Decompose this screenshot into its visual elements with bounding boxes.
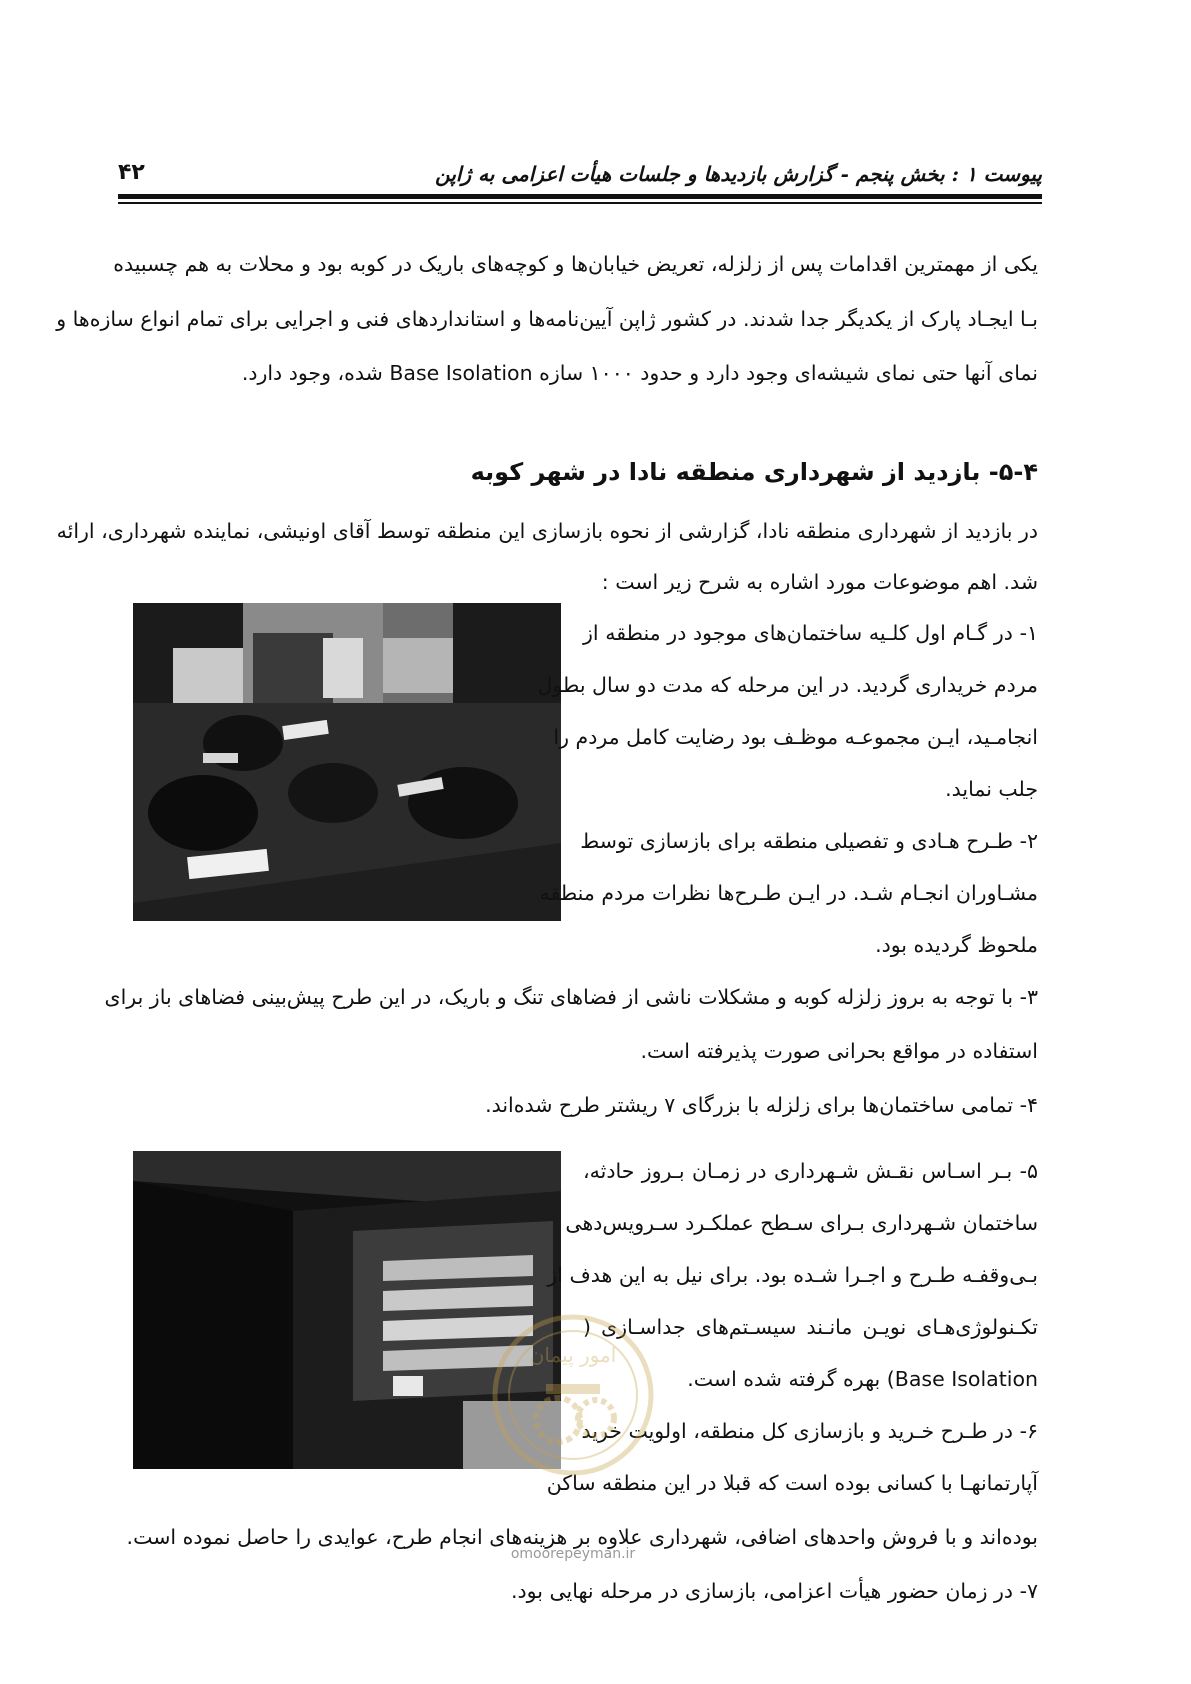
header-title: پیوست ۱ : بخش پنجم - گزارش بازدیدها و جلسات هیأت اعزامی به ژاپن [435, 162, 1042, 186]
watermark-text: امور پیمان [529, 1343, 617, 1367]
intro-line-3: نمای آنها حتی نمای شیشه‌ای وجود دارد و حدود ۱۰۰۰ سازه Base Isolation شده، وجود دارد. [241, 361, 1038, 385]
item-1-line-3: انجامـید، ایـن مجموعـه موظـف بود رضایت کامل مردم را [553, 725, 1038, 749]
watermark-url: omoorepeyman.ir [510, 1546, 636, 1562]
item-6-line-2: آپارتمانهـا با کسانی بوده است که قبلا در این منطقه ساکن [546, 1471, 1038, 1495]
item-2-line-2: مشـاوران انجـام شـد. در ایـن طـرح‌ها نظرات مردم منطقه [539, 881, 1038, 905]
item-3-line-2: استفاده در مواقع بحرانی صورت پذیرفته است. [640, 1039, 1038, 1063]
item-1-line-2: مردم خریداری گردید. در این مرحله که مدت دو سال بطول [537, 673, 1038, 697]
item-4-line-1: ۴- تمامی ساختمان‌ها برای زلزله با بزرگای ۷ ریشتر طرح شده‌اند. [485, 1093, 1038, 1117]
item-3-line-1: ۳- با توجه به بروز زلزله کوبه و مشکلات ناشی از فضاهای تنگ و باریک، در این طرح پیش‌بینی فضاهای باز برای [104, 985, 1038, 1009]
item-5-line-2: ساختمان شـهرداری بـرای سـطح عملکـرد سـرویس‌دهی [565, 1211, 1038, 1235]
item-7-line-1: ۷- در زمان حضور هیأت اعزامی، بازسازی در مرحله نهایی بود. [510, 1579, 1038, 1603]
item-6-line-1: ۶- در طـرح خـرید و بازسازی کل منطقه، اولویت خرید [581, 1419, 1038, 1443]
item-5-line-1: ۵- بـر اسـاس نقـش شـهرداری در زمـان بـروز حادثه، [583, 1159, 1038, 1183]
item-2-line-3: ملحوظ گردیده بود. [875, 933, 1038, 957]
section-intro-line-2: شد. اهم موضوعات مورد اشاره به شرح زیر است : [601, 570, 1038, 594]
intro-line-1: یکی از مهمترین اقدامات پس از زلزله، تعریض خیابان‌ها و کوچه‌های باریک در کوبه بود و محلات به هم چسبیده [113, 252, 1038, 276]
item-5-line-4: تکـنولوژی‌هـای نویـن مانـند سیسـتم‌های جداسـازی ( [583, 1315, 1038, 1339]
intro-line-2: بـا ایجـاد پارک از یکدیگر جدا شدند. در کشور ژاپن آیین‌نامه‌ها و استانداردهای فنی و اجرایی برای تمام انواع سازه‌ها و [56, 307, 1038, 331]
section-heading: ۵-۴- بازدید از شهرداری منطقه نادا در شهر کوبه [470, 458, 1038, 486]
item-1-line-1: ۱- در گـام اول کلـیه ساختمان‌های موجود در منطقه از [583, 621, 1038, 645]
item-1-line-4: جلب نماید. [945, 777, 1038, 801]
header-rule-thick [118, 194, 1042, 199]
meeting-room-photo [133, 603, 561, 921]
item-6-line-3: بوده‌اند و با فروش واحدهای اضافی، شهرداری علاوه بر هزینه‌های انجام طرح، عوایدی را حاصل نموده است. [126, 1525, 1038, 1549]
section-intro-line-1: در بازدید از شهرداری منطقه نادا، گزارشی از نحوه بازسازی این منطقه توسط آقای اونیشی، نماینده شهرداری، ارائه [56, 519, 1038, 543]
item-5-line-3: بـی‌وقفـه طـرح و اجـرا شـده بود. برای نیل به این هدف از [547, 1263, 1038, 1287]
header-rule-thin [118, 202, 1042, 204]
item-5-line-5: Base Isolation) بهره گرفته شده است. [687, 1367, 1038, 1391]
watermark-seal [488, 1310, 658, 1480]
running-header [118, 158, 1042, 198]
item-2-line-1: ۲- طـرح هـادی و تفصیلی منطقه برای بازسازی توسط [580, 829, 1038, 853]
page-number: ۴۲ [118, 160, 145, 185]
